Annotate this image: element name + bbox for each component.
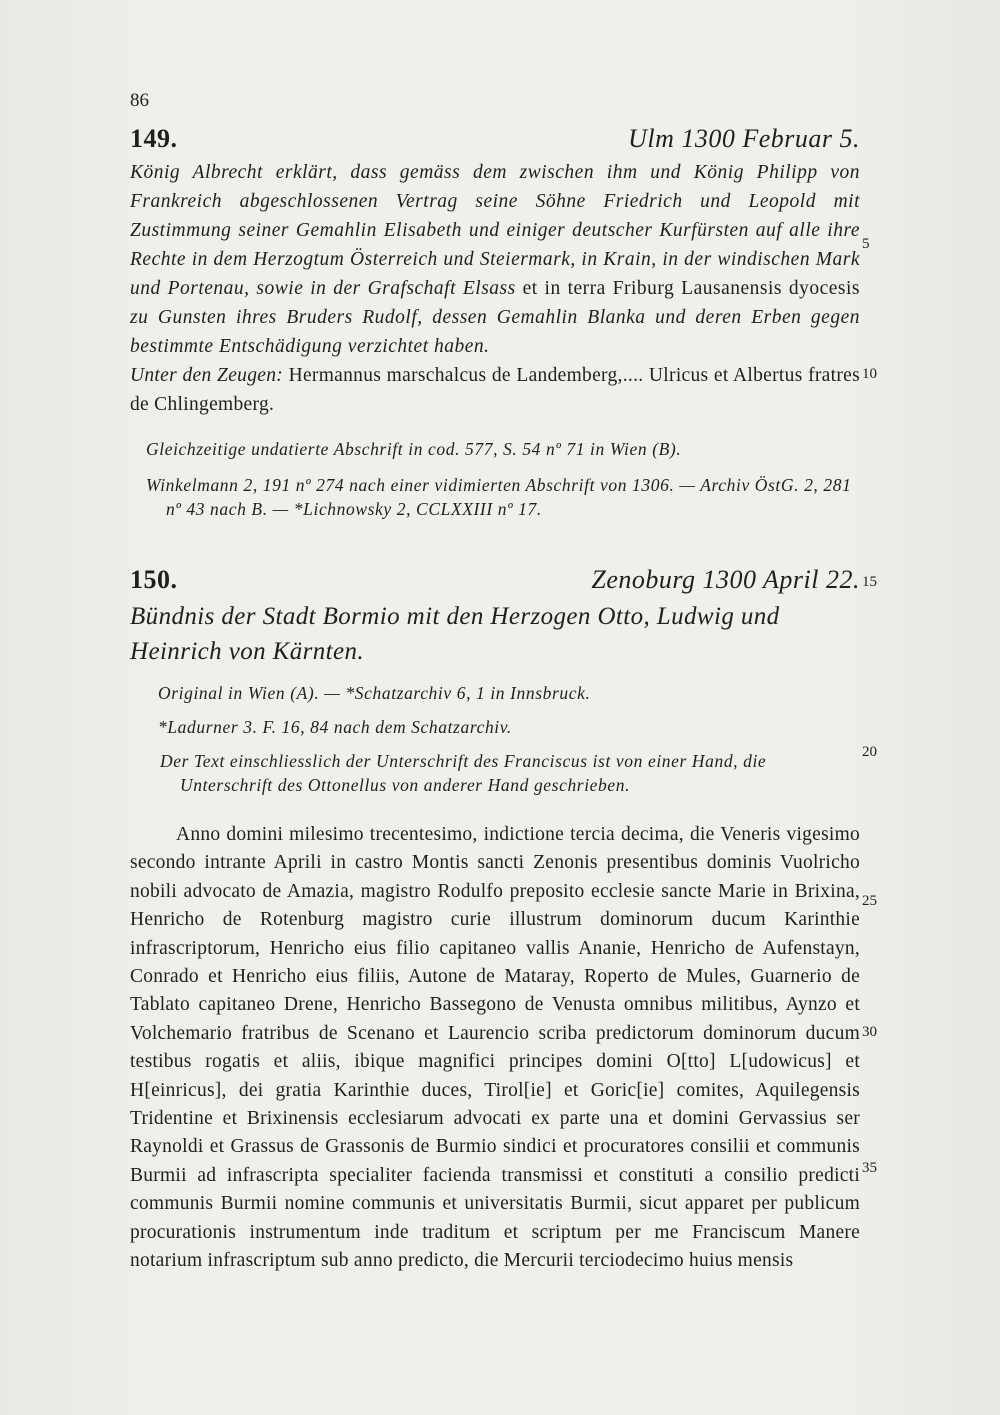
doc-150-note-1: Original in Wien (A). — *Schatzarchiv 6, 1 in Innsbruck. bbox=[158, 683, 591, 703]
line-number-5: 5 bbox=[862, 236, 870, 252]
doc-150-note-2: *Ladurner 3. F. 16, 84 nach dem Schatzarchiv. bbox=[158, 717, 512, 737]
doc-149-witnesses bbox=[130, 361, 860, 419]
doc-150-place-date: Zenoburg 1300 April 22. bbox=[591, 565, 860, 594]
doc-149-note-2: Winkelmann 2, 191 nº 274 nach einer vidimierten Abschrift von 1306. — Archiv ÖstG. 2, 281 nº 43 nach B. — *Lichnowsky 2, CCLXXIII nº 17. bbox=[146, 475, 852, 519]
doc-149-regest-text: König Albrecht erklärt, dass gemäss dem zwischen ihm und König Philipp von Frankreich abgeschlossenen Vertrag seine Söhne Friedrich und Leopold mit Zustimmung seiner Gemahlin Elisabeth und einiger deutscher Kurfürsten auf alle ihre Rechte in dem Herzogtum Österreich und Steiermark, in Krain, in der windischen Mark und Portenau, sowie in der Grafschaft Elsass bbox=[130, 162, 860, 299]
doc-150-text-paragraph: Anno domini milesimo trecentesimo, indictione tercia decima, die Veneris vigesimo secondo intrante Aprili in castro Montis sancti Zenonis presentibus dominis Vuolricho nobili advocato de Amazia, magistro Rodulfo preposito ecclesie sancte Marie in Brixina, Henricho de Rotenburg magistro curie illustrum dominorum ducum Karinthie infrascriptorum, Henricho eius filio capitaneo vallis Ananie, Henricho de Aufenstayn, Conrado et Henricho eius filiis, Autone de Mataray, Roperto de Mules, Guarnerio de Tablato capitaneo Drene, Henricho Bassegono de Venusta omnibus militibus, Aynzo et Volchemario fratribus de Scenano et Laurencio scriba predictorum dominorum ducum testibus rogatis et aliis, ibique magnifici principes domini O[tto] L[udowicus] et H[einricus], dei gratia Karinthie duces, Tirol[ie] et Goric[ie] comites, Aquilegensis Tridentine et Brixinensis ecclesiarum advocati ex parte una et domini Gervassius ser Raynoldi et Grassus de Grassonis de Burmio sindici et procuratores consilii et communis Burmii ad infrascripta specialiter facienda transmissi et constituti a consilio predicti communis Burmii nomine communis et universitatis Burmii, sicut apparet per publicum procurationis instrumentum inde traditum et scriptum per me Franciscum Manere notarium infrascriptum sub anno predicto, die Mercurii terciodecimo huius mensis bbox=[130, 824, 860, 1272]
doc-149-note-1: Gleichzeitige undatierte Abschrift in cod. 577, S. 54 nº 71 in Wien (B). bbox=[146, 439, 682, 459]
doc-150-header bbox=[130, 565, 860, 599]
page-number: 86 bbox=[130, 90, 149, 111]
document-150 bbox=[130, 565, 860, 1276]
document-149 bbox=[130, 124, 860, 521]
line-number-30: 30 bbox=[862, 1024, 877, 1040]
doc-150-text bbox=[130, 821, 860, 1276]
line-number-10: 10 bbox=[862, 366, 877, 382]
doc-149-regest bbox=[130, 158, 860, 361]
line-number-25: 25 bbox=[862, 893, 877, 909]
doc-149-number: 149. bbox=[130, 124, 178, 153]
doc-149-header bbox=[130, 124, 860, 158]
doc-150-number: 150. bbox=[130, 565, 178, 594]
line-number-15: 15 bbox=[862, 574, 877, 590]
doc-150-note-3: Der Text einschliesslich der Unterschrift des Franciscus ist von einer Hand, die Unterschrift des Ottonellus von anderer Hand geschrieben. bbox=[160, 751, 767, 795]
line-number-35: 35 bbox=[862, 1160, 877, 1176]
doc-149-witnesses-lead: Unter den Zeugen: bbox=[130, 365, 284, 386]
doc-149-regest-latin: et in terra Friburg Lausanensis dyocesis bbox=[522, 278, 861, 299]
line-number-20: 20 bbox=[862, 744, 877, 760]
doc-149-regest-tail: zu Gunsten ihres Bruders Rudolf, dessen Gemahlin Blanka und deren Erben gegen bestimmte Entschädigung verzichtet haben. bbox=[130, 307, 860, 357]
doc-149-witnesses-text: Hermannus marschalcus de Landemberg,.... Ulricus et Albertus fratres de Chlingemberg. bbox=[130, 365, 860, 415]
doc-150-regest: Bündnis der Stadt Bormio mit den Herzogen Otto, Ludwig und Heinrich von Kärnten. bbox=[130, 603, 780, 665]
doc-149-place-date: Ulm 1300 Februar 5. bbox=[628, 124, 860, 153]
